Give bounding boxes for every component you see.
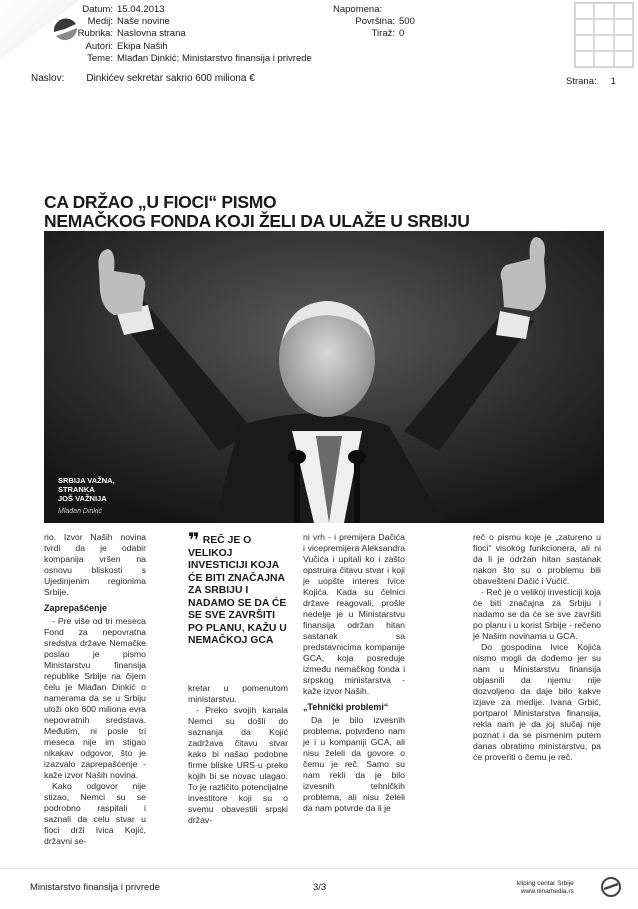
meta-value-medium: Naše novine: [117, 16, 170, 28]
pull-quote: [188, 530, 292, 648]
footer-source-name: kliping centar Srbije: [517, 880, 574, 887]
article-meta-right: [333, 4, 417, 41]
article-column-3: [303, 532, 405, 814]
title-value: Dinkićev sekretar sakrio 600 miliona €: [86, 73, 255, 84]
subheading: „Tehnički problemi“: [303, 702, 389, 712]
article-photo: [44, 231, 604, 523]
meta-label: Autori:: [85, 40, 113, 52]
footer-page-number: 3/3: [313, 882, 327, 893]
photo-caption: [58, 476, 115, 503]
photo-illustration: [44, 231, 604, 523]
meta-label: Medij:: [87, 16, 113, 28]
page-label: Strana:: [566, 76, 597, 87]
article-column-2: [188, 683, 288, 826]
paragraph: reč o pismu koje je „zatureno u fioci“ visokog funkcionera, ali ni da li je održan hitan sastanak nakon što su o problemu bili obavešteni Dačić i Vučić.: [473, 532, 601, 586]
paragraph: ni vrh - i premijera Dačića i vicepremijera Aleksandra Vučića i upitali ko i zašto opstruira čitavu stvar i koji je uopšte interes Ivice Kojića. Kada su čelnici države reagovali, prošle nedelje je u Ministarstvu finansija održan hitan sastanak sa predstavnicima kompanije GCA, koja posreduje između nemačkog fonda i srpskog ministarstva - kaže izvor Naših.: [303, 532, 405, 696]
paragraph: - Reč je o velikoj investiciji koja će biti značajna za Srbiju i nadamo se da će se sve završiti po planu i u korist Srbije - rečeno je Našim novinama u GCA.: [473, 587, 601, 641]
meta-label: Površina:: [355, 16, 395, 28]
meta-label: Datum:: [82, 4, 113, 15]
meta-value-topics: Mlađan Dinkić; Ministarstvo finansija i privrede: [117, 52, 312, 64]
caption-line: SRBIJA VAŽNA,: [58, 476, 115, 485]
title-label: Naslov:: [31, 73, 65, 84]
paragraph: kretar u pomenutom ministarstvu.: [188, 683, 288, 704]
ninamedia-footer-logo-icon: [600, 876, 622, 898]
meta-label: Rubrika:: [77, 28, 113, 40]
meta-label: Teme:: [87, 52, 113, 64]
meta-value-section: Naslovna strana: [117, 28, 186, 40]
meta-value-date: 15.04.2013: [117, 4, 165, 15]
meta-value-circulation: 0: [399, 28, 405, 40]
title-row: [31, 73, 255, 84]
caption-line: JOŠ VAŽNIJA: [58, 494, 107, 503]
stamp-grid: [574, 2, 634, 68]
meta-value-area: 500: [399, 16, 415, 28]
footer-source: [517, 880, 574, 896]
paragraph: Da je bilo izvesnih problema, potvrđeno nam je i u kompaniji GCA, ali nisu želeli da govore o čemu je reč. Samo su nam rekli da je bilo izvesnih tehničkih problema, ali nisu želeli da nam potvrde da li je: [303, 715, 405, 813]
photo-credit: Mlađan Dinkić: [58, 508, 102, 515]
paragraph: - Preko svojih kanala Nemci su došli do saznanja da Kojić zadržava čitavu stvar kako bi našao podobne firme bliske URS-u preko kojih bi se novac ulagao. To je različito potencijalne investitore koji su o svemu obavestili srpski držav-: [188, 705, 288, 825]
footer-topic: Ministarstvo finansija i privrede: [30, 882, 160, 893]
paragraph: Do gospodina Ivice Kojića nismo mogli da dođemo jer su nam u Ministarstvu finansija objasnili da njemu nije dozvoljeno da daje bilo kakve izjave za medije. Ivana Grbić, portparol Ministarstva finansija, rekla nam je da joj slučaj nije poznat i da se pismenim putem danas obratimo ministarstvu, pa će proveriti o čemu je reč.: [473, 642, 601, 762]
page-value: 1: [610, 76, 616, 87]
paragraph: rio. Izvor Naših novina tvrdi da je odabir kompanija vršen na osnovu bliskosti s Ujedinjenim regionima Srbije.: [44, 532, 146, 597]
caption-line: STRANKA: [58, 485, 95, 494]
article-column-4: [473, 532, 601, 763]
article-column-1: [44, 532, 146, 847]
headline-line-2: NEMAČKOG FONDA KOJI ŽELI DA ULAŽE U SRBIJU: [44, 211, 470, 231]
meta-value-authors: Ekipa Naših: [117, 40, 168, 52]
footer-source-url[interactable]: www.ninamedia.rs: [520, 888, 574, 895]
paragraph: Kako odgovor nije stizao, Nemci su se podrobno raspitali i saznali da celu stvar u fioci drži Ivica Kojić, državni se-: [44, 781, 146, 846]
quote-mark-icon: ❞: [188, 530, 200, 552]
page-number-row: [566, 76, 616, 87]
meta-label: Napomena:: [333, 4, 383, 15]
article-headline: [44, 193, 470, 231]
footer-divider: [0, 868, 638, 869]
article-meta-left: [20, 4, 312, 65]
headline-line-1: CA DRŽAO „U FIOCI“ PISMO: [44, 192, 277, 212]
paragraph: - Pre više od tri meseca Fond za nepovratna sredstva države Nemačke poslao je pismo Ministarstvu finansija republike Srbije na čijem čelu je Mlađan Dinkić o namerama da se u Srbiju uloži oko 600 miliona evra nepovratnih sredstava. Međutim, ni posle tri meseca nije im stigao nikakav odgovor, što je izazvalo zaprepašćenje - kaže izvor Naših novina.: [44, 616, 146, 780]
pull-quote-text: REČ JE O VELIKOJ INVESTICIJI KOJA ĆE BITI ZNAČAJNA ZA SRBIJU I NADAMO SE DA ĆE SE SVE ZAVRŠITI PO PLANU, KAŽU U NEMAČKOJ GCA: [188, 535, 287, 646]
subheading: Zaprepašćenje: [44, 603, 108, 613]
meta-label: Tiraž:: [371, 28, 395, 40]
